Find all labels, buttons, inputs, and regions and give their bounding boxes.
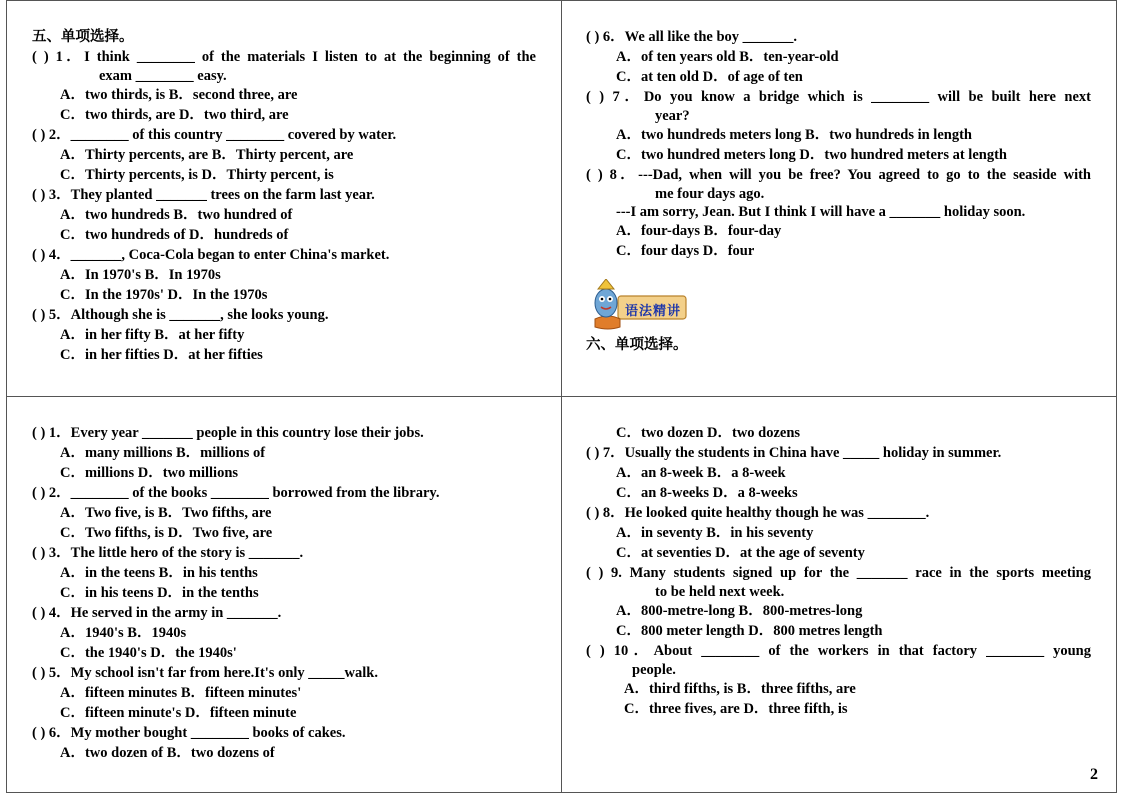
- question-line: ( ) 5．Although she is _______, she looks young.: [32, 307, 329, 323]
- question-line: ( ) 8．He looked quite healthy though he was ________.: [586, 505, 930, 521]
- option-line: A．800-metre-long B．800-metres-long: [616, 603, 863, 619]
- option-line: C．two thirds, are D．two third, are: [60, 107, 289, 123]
- option-line: A．Two five, is B．Two fifths, are: [60, 505, 272, 521]
- question-line: ( ) 6．My mother bought ________ books of cakes.: [32, 725, 346, 741]
- option-line: C．in her fifties D．at her fifties: [60, 347, 263, 363]
- question-line: ( ) 10．About ________ of the workers in that factory ________ young: [586, 643, 1091, 659]
- question-line: ( ) 6．We all like the boy _______.: [586, 29, 798, 45]
- question-line: ( ) 7．Usually the students in China have _____ holiday in summer.: [586, 445, 1002, 461]
- option-line: C．two dozen D．two dozens: [616, 425, 801, 441]
- option-line: C．millions D．two millions: [60, 465, 239, 481]
- option-line: A．two dozen of B．two dozens of: [60, 745, 275, 761]
- question-line: year?: [655, 108, 690, 124]
- question-line: ---I am sorry, Jean. But I think I will have a _______ holiday soon.: [616, 204, 1026, 220]
- option-line: A．an 8-week B．a 8-week: [616, 465, 786, 481]
- question-line: ( ) 1．I think ________ of the materials I listen to at the beginning of the: [32, 49, 536, 65]
- option-line: C．fifteen minute's D．fifteen minute: [60, 705, 297, 721]
- question-line: ( ) 9. Many students signed up for the _______ race in the sports meeting: [586, 565, 1091, 581]
- question-line: ( ) 4．He served in the army in _______.: [32, 605, 282, 621]
- section-title: 五、单项选择。: [32, 29, 134, 45]
- option-line: C．an 8-weeks D．a 8-weeks: [616, 485, 798, 501]
- option-line: A．third fifths, is B．three fifths, are: [624, 681, 856, 697]
- question-line: ( ) 5．My school isn't far from here.It's only _____walk.: [32, 665, 378, 681]
- option-line: C．In the 1970s' D．In the 1970s: [60, 287, 268, 303]
- question-line: ( ) 7．Do you know a bridge which is ________ will be built here next: [586, 89, 1091, 105]
- option-line: C．at ten old D．of age of ten: [616, 69, 803, 85]
- question-line: to be held next week.: [655, 584, 785, 600]
- option-line: C．three fives, are D．three fifth, is: [624, 701, 848, 717]
- option-line: A．two hundreds meters long B．two hundreds in length: [616, 127, 972, 143]
- option-line: A．two hundreds B．two hundred of: [60, 207, 293, 223]
- option-line: A．in the teens B．in his tenths: [60, 565, 258, 581]
- question-line: ( ) 3．They planted _______ trees on the farm last year.: [32, 187, 375, 203]
- badge-label: 语法精讲: [624, 304, 681, 319]
- option-line: A．fifteen minutes B．fifteen minutes': [60, 685, 302, 701]
- option-line: A．two thirds, is B．second three, are: [60, 87, 298, 103]
- option-line: C．in his teens D．in the tenths: [60, 585, 259, 601]
- question-line: exam ________ easy.: [99, 68, 227, 84]
- option-line: C．Two fifths, is D．Two five, are: [60, 525, 273, 541]
- question-line: ( ) 3．The little hero of the story is _______.: [32, 545, 304, 561]
- question-line: ( ) 4．_______, Coca-Cola began to enter China's market.: [32, 247, 390, 263]
- page-number: 2: [1090, 766, 1098, 783]
- option-line: C．at seventies D．at the age of seventy: [616, 545, 865, 561]
- option-line: A．many millions B．millions of: [60, 445, 266, 461]
- option-line: C．the 1940's D．the 1940s': [60, 645, 237, 661]
- option-line: A．In 1970's B．In 1970s: [60, 267, 221, 283]
- option-line: C．two hundreds of D．hundreds of: [60, 227, 289, 243]
- option-line: C．two hundred meters long D．two hundred meters at length: [616, 147, 1007, 163]
- option-line: A．in her fifty B．at her fifty: [60, 327, 245, 343]
- question-line: people.: [632, 662, 676, 678]
- option-line: A．Thirty percents, are B．Thirty percent, are: [60, 147, 354, 163]
- option-line: C．800 meter length D．800 metres length: [616, 623, 883, 639]
- option-line: A．in seventy B．in his seventy: [616, 525, 814, 541]
- question-line: ( ) 2．________ of the books ________ borrowed from the library.: [32, 485, 440, 501]
- section-title: 六、单项选择。: [586, 337, 688, 353]
- question-line: ( ) 8．---Dad, when will you be free? You agreed to go to the seaside with: [586, 167, 1091, 183]
- grammar-badge: [590, 279, 690, 331]
- option-line: C．four days D．four: [616, 243, 755, 259]
- option-line: C．Thirty percents, is D．Thirty percent, is: [60, 167, 334, 183]
- option-line: A．of ten years old B．ten-year-old: [616, 49, 839, 65]
- question-line: ( ) 1．Every year _______ people in this country lose their jobs.: [32, 425, 424, 441]
- question-line: me four days ago.: [655, 186, 765, 202]
- question-line: ( ) 2．________ of this country ________ covered by water.: [32, 127, 397, 143]
- option-line: A．1940's B．1940s: [60, 625, 187, 641]
- option-line: A．four-days B．four-day: [616, 223, 782, 239]
